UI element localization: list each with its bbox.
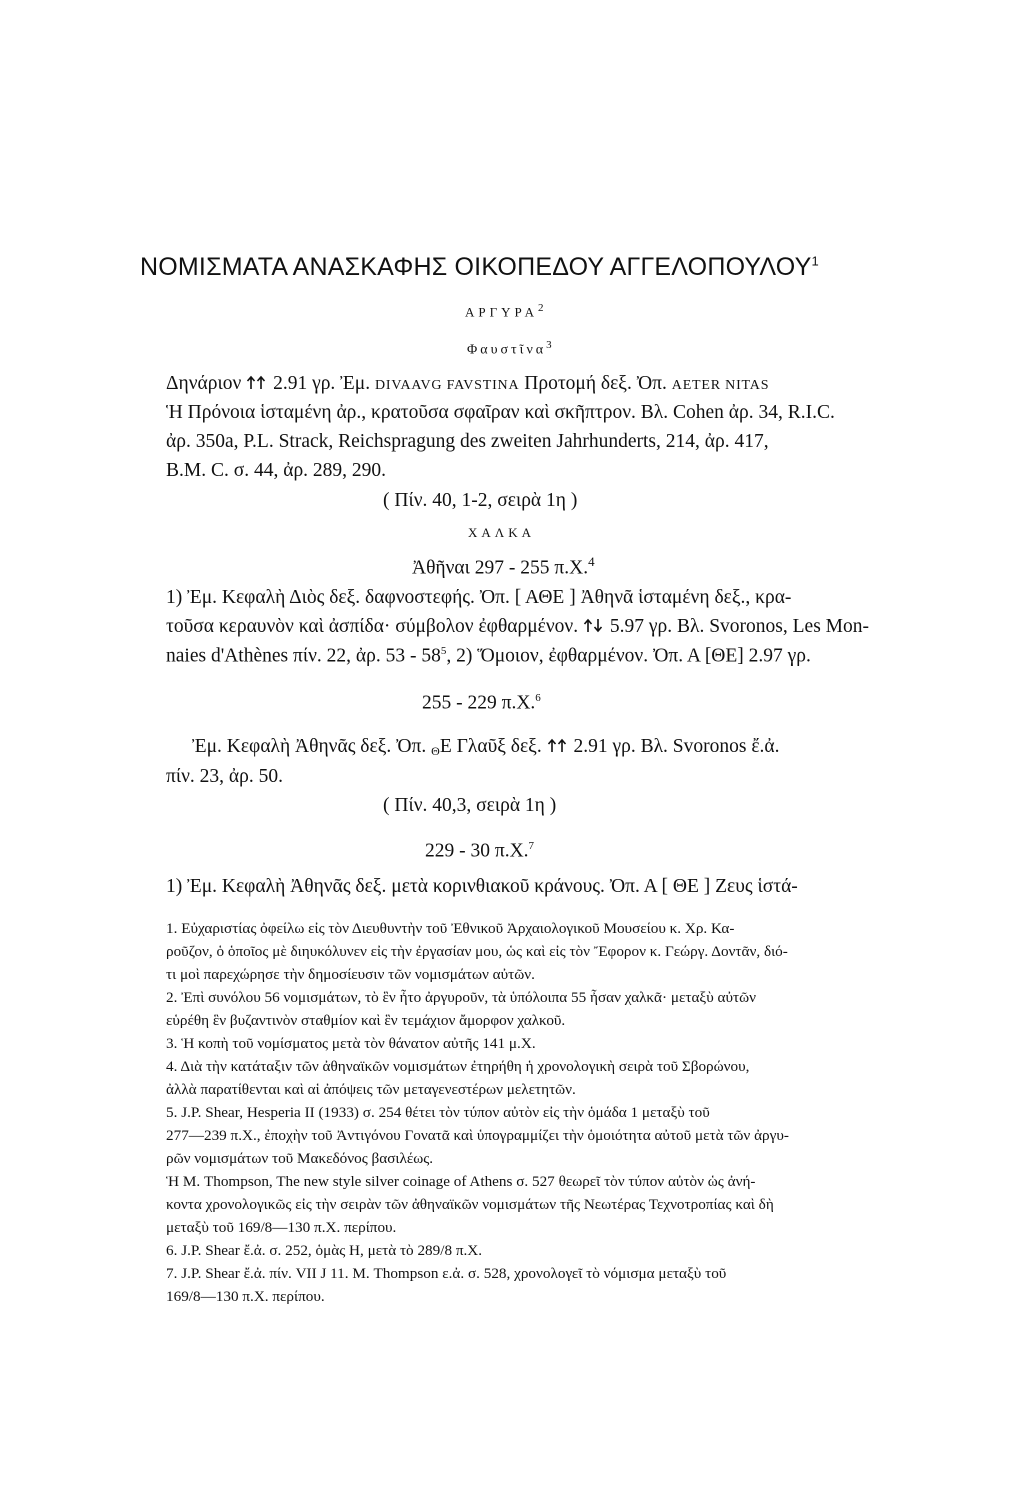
athens2-line-1: Ἐμ. Κεφαλὴ Ἀθηνᾶς δεξ. Ὀπ. $_\Theta$Ε Γλαῦξ δεξ. 2.91 γρ. Βλ. Svoronos ἔ.ἀ. — [192, 736, 780, 758]
athens3-line-1: 1) Ἐμ. Κεφαλὴ Ἀθηνᾶς δεξ. μετὰ κορινθιακοῦ κράνους. Ὀπ. Α [ ΘΕ ] Ζευς ἱστά- — [166, 876, 798, 897]
footnote-line: 3. Ἡ κοπὴ τοῦ νομίσματος μετὰ τὸν θάνατον αὐτῆς 141 μ.Χ. — [166, 1035, 536, 1052]
section-heading-argyra: ΑΡΓΥΡΑ$^2$ — [465, 302, 548, 320]
section-heading-chalka: ΧΑΛΚΑ — [468, 525, 535, 540]
footnote-line: 7. J.P. Shear ἔ.ἀ. πίν. VII J 11. Μ. Thompson ε.ἀ. σ. 528, χρονολογεῖ τὸ νόμισμα μεταξὺ τοῦ — [166, 1265, 727, 1282]
footnote-line: ροῦζον, ὁ ὁποῖος μὲ διηυκόλυνεν εἰς τὴν ἐργασίαν μου, ὡς καὶ εἰς τὸν Ἔφορον κ. Γεώργ. Δοντᾶν, διό- — [166, 943, 788, 960]
footnote-line: μεταξὺ τοῦ 169/8—130 π.Χ. περίπου. — [166, 1219, 397, 1236]
faustina-line-3: ἀρ. 350a, P.L. Strack, Reichspragung des zweiten Jahrhunderts, 214, ἀρ. 417, — [166, 431, 769, 452]
footnote-line: 1. Εὐχαριστίας ὀφείλω εἰς τὸν Διευθυντὴν τοῦ Ἐθνικοῦ Ἀρχαιολογικοῦ Μουσείου κ. Χρ. Κα- — [166, 920, 735, 937]
footnote-line: 5. J.P. Shear, Hesperia II (1933) σ. 254 θέτει τὸν τύπον αὐτὸν εἰς τὴν ὁμάδα 1 μεταξὺ τοῦ — [166, 1104, 710, 1121]
footnote-line: 4. Διὰ τὴν κατάταξιν τῶν ἀθηναϊκῶν νομισμάτων ἐτηρήθη ἡ χρονολογικὴ σειρὰ τοῦ Σβορώνου, — [166, 1058, 750, 1075]
subheading-faustina: Φαυστῖνα$^3$ — [467, 339, 555, 358]
period-heading: 255 - 229 π.Χ.$^6$ — [422, 692, 541, 714]
period-heading: 229 - 30 π.Χ.$^7$ — [425, 840, 535, 862]
footnote-line: 169/8—130 π.Χ. περίπου. — [166, 1288, 325, 1305]
athens1-line-1: 1) Ἐμ. Κεφαλὴ Διὸς δεξ. δαφνοστεφής. Ὀπ. [ ΑΘΕ ] Ἀθηνᾶ ἱσταμένη δεξ., κρα- — [166, 587, 792, 608]
page-title: ΝΟΜΙΣΜΑΤΑ ΑΝΑΣΚΑΦΗΣ ΟΙΚΟΠΕΔΟΥ ΑΓΓΕΛΟΠΟΥΛΟΥ$^1$ — [140, 253, 819, 281]
plate-reference: ( Πίν. 40,3, σειρὰ 1η ) — [383, 795, 557, 816]
footnote-line: 2. Ἐπὶ συνόλου 56 νομισμάτων, τὸ ἓν ἦτο ἀργυροῦν, τὰ ὑπόλοιπα 55 ἦσαν χαλκᾶ· μεταξὺ αὐτῶν — [166, 989, 756, 1006]
monogram: Θ — [431, 744, 440, 758]
footnote-line: Ἡ Μ. Thompson, The new style silver coinage of Athens σ. 527 θεωρεῖ τὸν τύπον αὐτὸν ὡς ἀνή- — [166, 1173, 756, 1190]
die-axis-up-up-icon — [547, 736, 569, 758]
athens1-line-2: τοῦσα κεραυνὸν καὶ ἀσπίδα· σύμβολον ἐφθαρμένον. 5.97 γρ. Βλ. Svoronos, Les Mon- — [166, 616, 869, 637]
footnote-line: κοντα χρονολογικῶς εἰς τὴν σειρὰν τῶν ἀθηναϊκῶν νομισμάτων τῆς Νεωτέρας Τεχνοτροπίας καὶ δὴ — [166, 1196, 774, 1213]
period-heading: Ἀθῆναι 297 - 255 π.Χ.$^4$ — [412, 554, 595, 579]
footnote-line: 6. J.P. Shear ἔ.ἀ. σ. 252, ὁμὰς Η, μετὰ τὸ 289/8 π.Χ. — [166, 1242, 483, 1259]
faustina-line-4: B.M. C. σ. 44, ἀρ. 289, 290. — [166, 460, 387, 481]
footnote-line: 277—239 π.Χ., ἐποχὴν τοῦ Ἀντιγόνου Γονατᾶ καὶ ὑπογραμμίζει τὴν ὁμοιότητα αὐτοῦ μετὰ τῶν ἀργυ- — [166, 1127, 789, 1144]
footnote-line: εὑρέθη ἓν βυζαντινὸν σταθμίον καὶ ἓν τεμάχιον ἄμορφον χαλκοῦ. — [166, 1012, 566, 1029]
footnote-ref: 1 — [811, 253, 819, 269]
faustina-line-2: Ἡ Πρόνοια ἱσταμένη ἀρ., κρατοῦσα σφαῖραν καὶ σκῆπτρον. Βλ. Cohen ἀρ. 34, R.I.C. — [166, 402, 835, 423]
athens2-line-2: πίν. 23, ἀρ. 50. — [166, 766, 283, 787]
footnote-line: ἀλλὰ παρατίθενται καὶ αἱ ἀπόψεις τῶν μεταγενεστέρων μελετητῶν. — [166, 1081, 576, 1098]
die-axis-up-down-icon — [583, 616, 605, 638]
footnote-line: ρῶν νομισμάτων τοῦ Μακεδόνος βασιλέως. — [166, 1150, 434, 1167]
die-axis-up-up-icon — [246, 373, 268, 395]
faustina-line-1: Δηνάριον 2.91 γρ. Ἐμ. DIVAAVG FAVSTINA Προτομή δεξ. Ὀπ. AETER NITAS — [166, 373, 770, 394]
footnote-line: τι μοὶ παρεχώρησε τὴν δημοσίευσιν τῶν νομισμάτων αὐτῶν. — [166, 966, 535, 983]
athens1-line-3: naies d'Athènes πίν. 22, ἀρ. $53 - 58^5$, 2) Ὅμοιον, ἐφθαρμένον. Ὀπ. Α [ΘΕ] 2.97 γρ. — [166, 645, 811, 667]
plate-reference: ( Πίν. 40, 1-2, σειρὰ 1η ) — [383, 490, 578, 511]
